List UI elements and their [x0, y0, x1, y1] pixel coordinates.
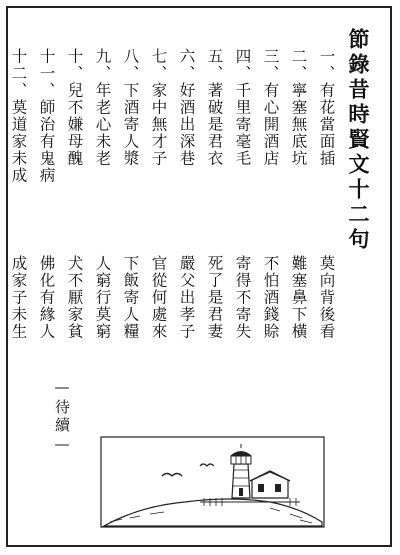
to-be-continued: —待續—	[53, 378, 71, 456]
line-3-second: 不怕酒錢賒	[261, 255, 280, 340]
lighthouse-illustration	[100, 436, 325, 528]
line-10-second: 犬不厭家貧	[65, 255, 84, 340]
line-6-second: 嚴父出孝子	[177, 255, 196, 340]
seagull-icon	[162, 474, 182, 477]
line-7-first: 七、家中無才子	[149, 48, 168, 167]
line-8-second: 下飯寄人糧	[121, 255, 140, 340]
line-1-second: 莫向背後看	[317, 255, 336, 340]
page-title: 節錄昔時賢文十二句	[346, 28, 371, 253]
line-4-second: 寄得不寄失	[233, 255, 252, 340]
line-4-first: 四、千里寄毫毛	[233, 48, 252, 167]
line-5-first: 五、著破是君衣	[205, 48, 224, 167]
line-7-second: 官從何處來	[149, 255, 168, 340]
line-2-first: 二、寧塞無底坑	[289, 48, 308, 167]
line-2-second: 難塞鼻下橫	[289, 255, 308, 340]
line-5-second: 死了是君妻	[205, 255, 224, 340]
lighthouse-roof	[230, 451, 252, 456]
line-12-second: 成家子未生	[9, 255, 28, 340]
line-9-first: 九、年老心未老	[93, 48, 112, 167]
line-8-first: 八、下酒寄人漿	[121, 48, 140, 167]
line-9-second: 人窮行莫窮	[93, 255, 112, 340]
line-10-first: 十、兒不嫌母醜	[65, 48, 84, 167]
line-11-first: 十一、師治有鬼病	[37, 48, 56, 184]
line-6-first: 六、好酒出深巷	[177, 48, 196, 167]
house-shape	[252, 472, 288, 498]
seagull-icon	[200, 464, 214, 466]
line-12-first: 十二、莫道家未成	[9, 48, 28, 184]
line-1-first: 一、有花當面插	[317, 48, 336, 167]
line-3-first: 三、有心開酒店	[261, 48, 280, 167]
hill-shape	[104, 499, 322, 526]
line-11-second: 佛化有緣人	[37, 255, 56, 340]
